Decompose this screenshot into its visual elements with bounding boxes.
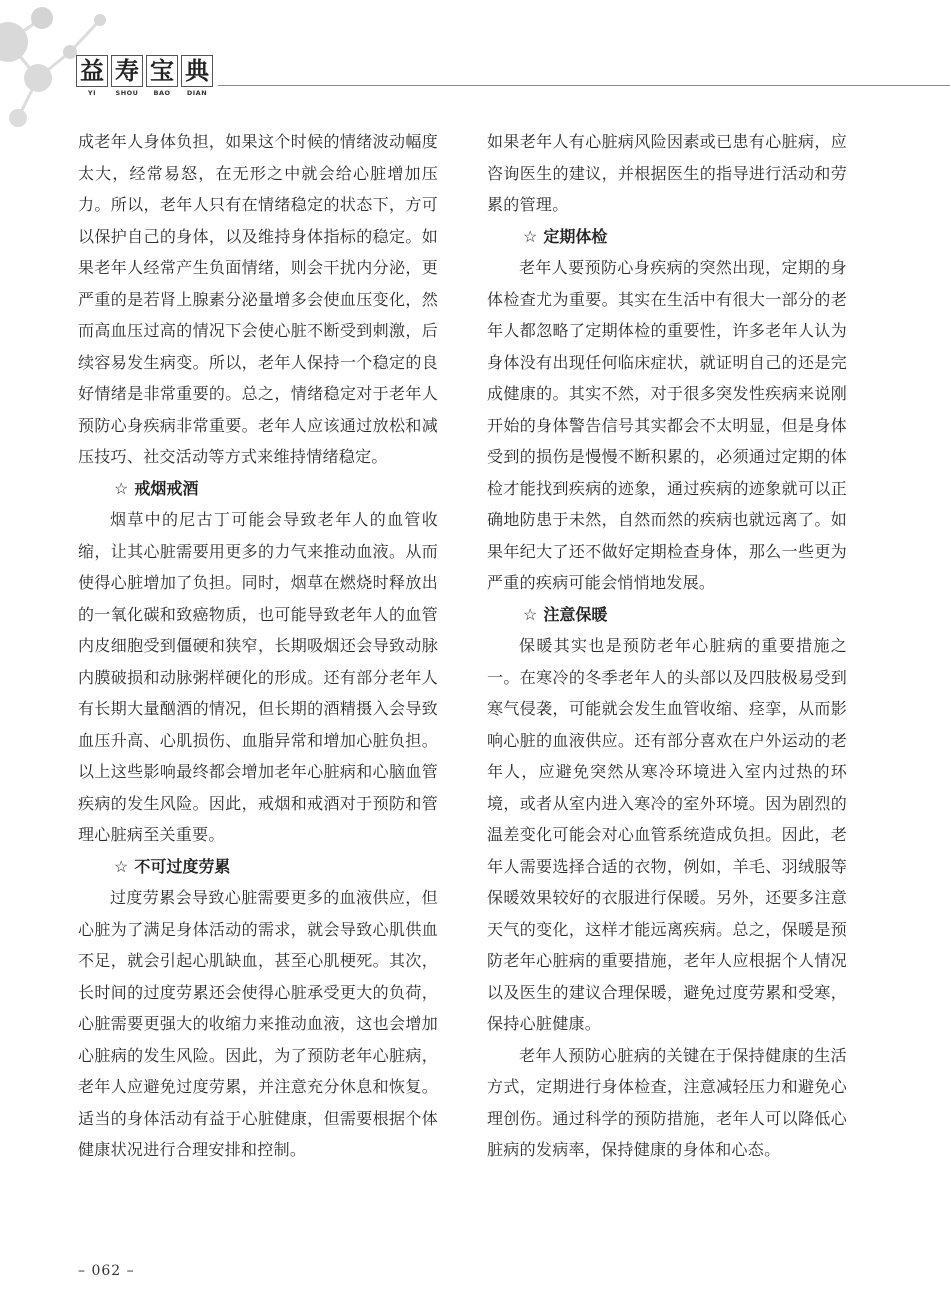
- right-column: [487, 126, 847, 1166]
- section-heading-text: 戒烟戒酒: [134, 478, 199, 498]
- section-heading: [78, 851, 438, 883]
- section-heading-text: 定期体检: [543, 226, 608, 246]
- paragraph: 过度劳累会导致心脏需要更多的血液供应，但心脏为了满足身体活动的需求，就会导致心肌供血不足，就会引起心肌缺血，甚至心肌梗死。其次，长时间的过度劳累还会使得心脏承受更大的负荷，心脏需要更强大的收缩力来推动血液，这也会增加心脏病的发生风险。因此，为了预防老年心脏病，老年人应避免过度劳累，并注意充分休息和恢复。适当的身体活动有益于心脏健康，但需要根据个体健康状况进行合理安排和控制。: [78, 888, 438, 1159]
- brand-char: 寿: [111, 55, 143, 87]
- section-heading: [487, 599, 847, 631]
- paragraph: 如果老年人有心脏病风险因素或已患有心脏病，应咨询医生的建议，并根据医生的指导进行活动和劳累的管理。: [487, 132, 847, 214]
- brand-pinyin: SHOU: [115, 89, 139, 97]
- brand-char: 益: [76, 55, 108, 87]
- paragraph: 老年人预防心脏病的关键在于保持健康的生活方式，定期进行身体检查，注意减轻压力和避免心理创伤。通过科学的预防措施，老年人可以降低心脏病的发病率，保持健康的身体和心态。: [487, 1045, 847, 1159]
- brand-pinyin: YI: [87, 89, 97, 97]
- star-icon: ☆: [523, 226, 538, 246]
- left-column: [78, 126, 438, 1166]
- header-rule: [218, 85, 950, 86]
- star-icon: ☆: [114, 478, 129, 498]
- paragraph: 烟草中的尼古丁可能会导致老年人的血管收缩，让其心脏需要用更多的力气来推动血液。从而使得心脏增加了负担。同时，烟草在燃烧时释放出的一氧化碳和致癌物质，也可能导致老年人的血管内皮细胞受到僵硬和狭窄，长期吸烟还会导致动脉内膜破损和动脉粥样硬化的形成。还有部分老年人有长期大量酗酒的情况，但长期的酒精摄入会导致血压升高、心肌损伤、血脂异常和增加心脏负担。以上这些影响最终都会增加老年心脏病和心脑血管疾病的发生风险。因此，戒烟和戒酒对于预防和管理心脏病至关重要。: [78, 510, 438, 844]
- brand-pinyin: DIAN: [186, 89, 208, 97]
- star-icon: ☆: [523, 604, 538, 624]
- brand-logo: [76, 55, 213, 97]
- brand-char: 典: [181, 55, 213, 87]
- section-heading-text: 注意保暖: [543, 604, 608, 624]
- section-heading: [487, 221, 847, 253]
- brand-char: 宝: [146, 55, 178, 87]
- star-icon: ☆: [114, 856, 129, 876]
- paragraph: 保暖其实也是预防老年心脏病的重要措施之一。在寒冷的冬季老年人的头部以及四肢极易受到寒气侵袭，可能就会发生血管收缩、痉挛，从而影响心脏的血液供应。还有部分喜欢在户外运动的老年人，应避免突然从寒冷环境进入室内过热的环境，或者从室内进入寒冷的室外环境。因为剧烈的温差变化可能会对心血管系统造成负担。因此，老年人需要选择合适的衣物，例如，羊毛、羽绒服等保暖效果较好的衣服进行保暖。另外，还要多注意天气的变化，这样才能远离疾病。总之，保暖是预防老年心脏病的重要措施，老年人应根据个人情况以及医生的建议合理保暖，避免过度劳累和受寒，保持心脏健康。: [487, 636, 847, 1033]
- brand-pinyin: BAO: [153, 89, 171, 97]
- section-heading: [78, 473, 438, 505]
- paragraph: 成老年人身体负担，如果这个时候的情绪波动幅度太大，经常易怒，在无形之中就会给心脏增加压力。所以，老年人只有在情绪稳定的状态下，方可以保护自己的身体，以及维持身体指标的稳定。如果老年人经常产生负面情绪，则会干扰内分泌，更严重的是若肾上腺素分泌量增多会使血压变化，然而高血压过高的情况下会使心脏不断受到刺激，后续容易发生病变。所以，老年人保持一个稳定的良好情绪是非常重要的。总之，情绪稳定对于老年人预防心身疾病非常重要。老年人应该通过放松和减压技巧、社交活动等方式来维持情绪稳定。: [78, 132, 438, 466]
- section-heading-text: 不可过度劳累: [134, 856, 231, 876]
- page-number: – 062 –: [78, 1263, 135, 1279]
- paragraph: 老年人要预防心身疾病的突然出现，定期的身体检查尤为重要。其实在生活中有很大一部分的老年人都忽略了定期体检的重要性，许多老年人认为身体没有出现任何临床症状，就证明自己的还是完成健康的。其实不然，对于很多突发性疾病来说刚开始的身体警告信号其实都会不太明显，但是身体受到的损伤是慢慢不断积累的，必须通过定期的体检才能找到疾病的迹象，通过疾病的迹象就可以正确地防患于未然，自然而然的疾病也就远离了。如果年纪大了还不做好定期检查身体，那么一些更为严重的疾病可能会悄悄地发展。: [487, 258, 847, 592]
